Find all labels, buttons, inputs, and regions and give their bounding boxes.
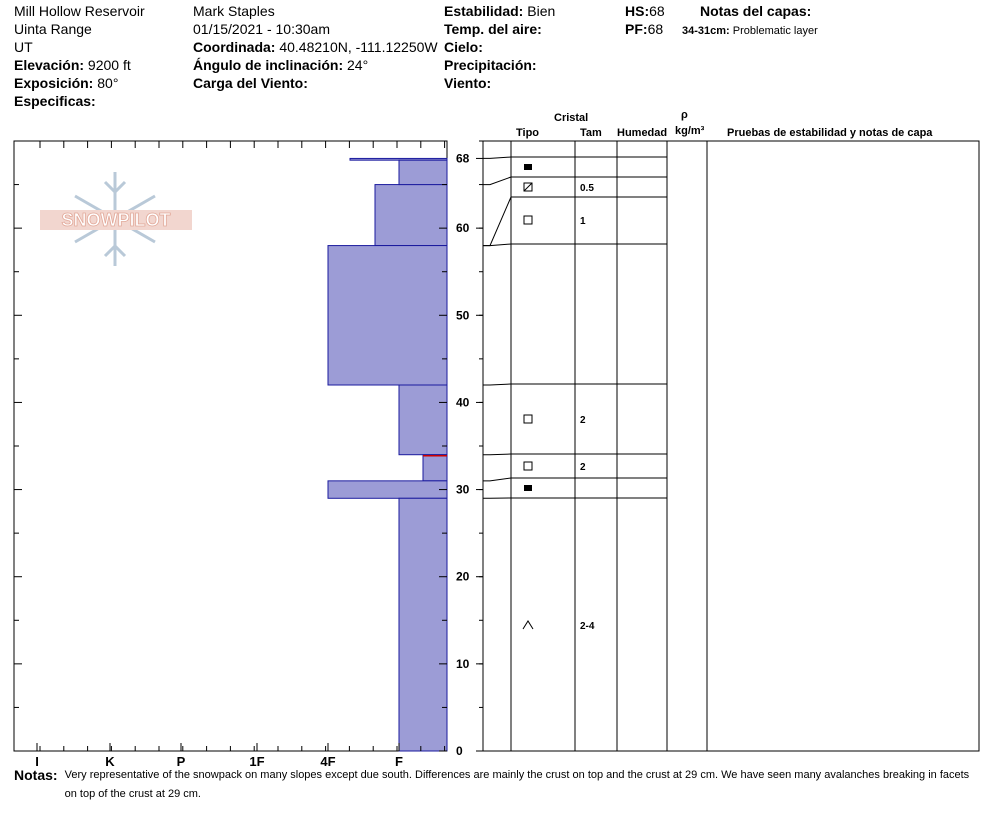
depth-tick-label: 10 xyxy=(456,656,470,671)
pf: PF:68 xyxy=(625,21,664,37)
crystal-header: Cristal xyxy=(554,112,589,124)
hardness-layer-bar xyxy=(328,246,447,385)
crystal-size-label: 2-4 xyxy=(580,621,595,632)
elevation: Elevación: 9200 ft xyxy=(14,57,131,73)
hardness-layer-bar xyxy=(375,185,447,246)
crystal-type-symbol xyxy=(524,216,532,224)
aspect: Exposición: 80° xyxy=(14,75,119,91)
hs: HS:68 xyxy=(625,3,665,19)
hardness-tick-label: 1F xyxy=(249,754,265,769)
hardness-tick-label: F xyxy=(395,754,403,769)
depth-tick-label: 20 xyxy=(456,569,470,584)
hardness-layer-bar xyxy=(399,160,447,184)
wind-label: Viento: xyxy=(444,75,492,91)
coordinates: Coordinada: 40.48210N, -111.12250W xyxy=(193,39,438,55)
layer-note: 34-31cm: Problematic layer xyxy=(682,25,818,37)
hardness-tick-label: K xyxy=(105,754,115,769)
observer: Mark Staples xyxy=(193,3,275,19)
notes xyxy=(14,766,979,804)
logo-text: SNOWPILOT xyxy=(61,210,171,230)
depth-tick-label: 50 xyxy=(456,308,470,323)
crystal-type-symbol xyxy=(524,164,532,170)
crystal-size-label: 1 xyxy=(580,216,586,227)
specifics-label: Especificas: xyxy=(14,93,96,109)
depth-tick-label: 60 xyxy=(456,221,470,236)
hardness-layer-bar xyxy=(399,498,447,751)
range-name: Uinta Range xyxy=(14,21,92,37)
layer-notes-title: Notas del capas: xyxy=(700,3,812,19)
crystal-type-symbol xyxy=(524,415,532,423)
sky-label: Cielo: xyxy=(444,39,483,55)
precip-label: Precipitación: xyxy=(444,57,537,73)
crystal-marks xyxy=(523,164,595,632)
depth-tick-label: 68 xyxy=(456,151,470,166)
size-header: Tam xyxy=(580,127,602,139)
crystal-table-frame xyxy=(483,141,979,751)
crystal-type-symbol xyxy=(523,621,533,629)
hardness-layer-bar xyxy=(399,385,447,455)
depth-tick-label: 0 xyxy=(456,744,463,758)
crystal-size-label: 0.5 xyxy=(580,183,594,194)
incline: Ángulo de inclinación: 24° xyxy=(193,57,369,73)
wind-load-label: Carga del Viento: xyxy=(193,75,308,91)
depth-tick-label: 30 xyxy=(456,482,470,497)
depth-tick-label: 40 xyxy=(456,395,470,410)
location-name: Mill Hollow Reservoir xyxy=(14,3,145,19)
crystal-size-label: 2 xyxy=(580,415,586,426)
air-temp-label: Temp. del aire: xyxy=(444,21,542,37)
state-name: UT xyxy=(14,39,33,55)
hardness-tick-label: P xyxy=(176,754,186,769)
crystal-type-symbol xyxy=(524,485,532,491)
tests-header: Pruebas de estabilidad y notas de capa xyxy=(727,127,933,139)
density-symbol: ρ xyxy=(681,109,688,121)
hardness-layer-bar xyxy=(328,481,447,498)
datetime: 01/15/2021 - 10:30am xyxy=(193,21,330,37)
notes-text: Very representative of the snowpack on many slopes except due south. Differences are mainly the crust on top and the crust at 29 cm. We have seen many avalanches breaking in facets on top of the crust at 29 cm. xyxy=(64,769,970,800)
hardness-tick-label: I xyxy=(35,754,39,769)
moisture-header: Humedad xyxy=(617,127,668,139)
hardness-layer-bar xyxy=(423,455,447,481)
stability: Estabilidad: Bien xyxy=(444,3,556,19)
crystal-size-label: 2 xyxy=(580,462,586,473)
density-unit: kg/m³ xyxy=(675,125,705,137)
hardness-tick-label: 4F xyxy=(320,754,336,769)
hardness-layers xyxy=(328,158,447,751)
crystal-type-symbol xyxy=(524,462,532,470)
crystal-type-symbol xyxy=(524,183,532,191)
notes-label: Notas: xyxy=(14,767,58,783)
type-header: Tipo xyxy=(516,127,540,139)
